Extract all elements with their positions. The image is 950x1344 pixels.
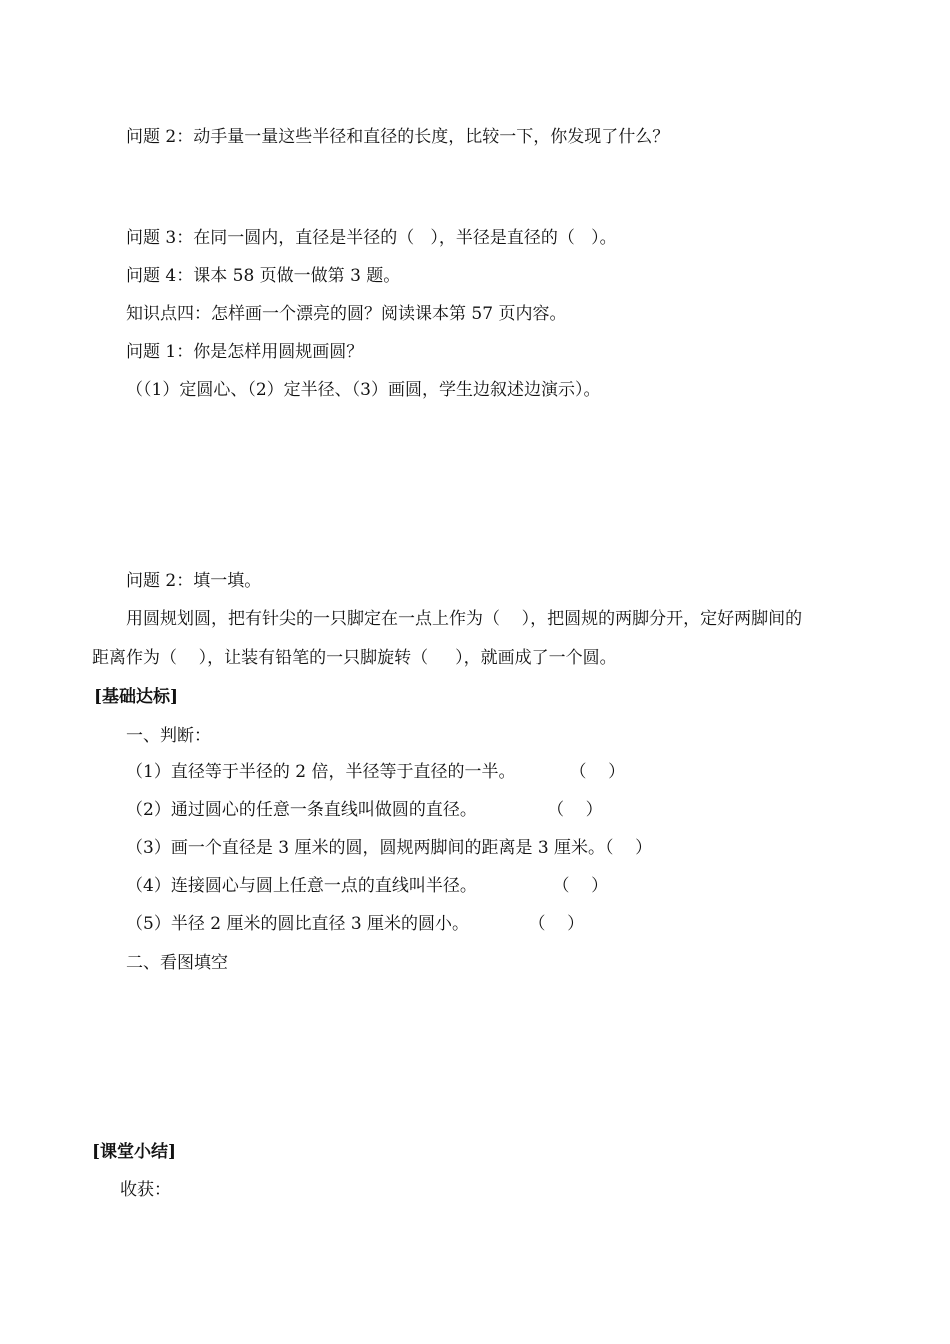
question-2-measure: 问题 2：动手量一量这些半径和直径的长度，比较一下，你发现了什么？: [126, 127, 670, 147]
knowledge-point-4: 知识点四：怎样画一个漂亮的圆？阅读课本第 57 页内容。: [126, 304, 567, 324]
question-2-fill: 问题 2：填一填。: [126, 571, 262, 591]
question-1-compass: 问题 1：你是怎样用圆规画圆？: [126, 342, 364, 362]
section-basic-heading: [基础达标]: [94, 687, 179, 707]
question-3: 问题 3：在同一圆内，直径是半径的（ ），半径是直径的（ ）。: [126, 228, 617, 248]
judge-item: （1）直径等于半径的 2 倍，半径等于直径的一半。 （ ）: [126, 762, 626, 782]
judge-title: 一、判断：: [126, 726, 211, 746]
fill-picture-title: 二、看图填空: [126, 953, 228, 973]
fill-paragraph-line-1: 用圆规划圆，把有针尖的一只脚定在一点上作为（ ），把圆规的两脚分开，定好两脚间的: [126, 609, 803, 629]
judge-item: （2）通过圆心的任意一条直线叫做圆的直径。 （ ）: [126, 800, 603, 820]
section-summary-heading: [课堂小结]: [92, 1142, 177, 1162]
compass-steps: （（1）定圆心、（2）定半径、（3）画圆，学生边叙述边演示）。: [126, 380, 601, 400]
fill-paragraph-line-2: 距离作为（ ），让装有铅笔的一只脚旋转（ ），就画成了一个圆。: [92, 648, 617, 668]
judge-item: （5）半径 2 厘米的圆比直径 3 厘米的圆小。 （ ）: [126, 914, 585, 934]
judge-item: （4）连接圆心与圆上任意一点的直线叫半径。 （ ）: [126, 876, 609, 896]
judge-item: （3）画一个直径是 3 厘米的圆，圆规两脚间的距离是 3 厘米。（ ）: [126, 838, 653, 858]
harvest-label: 收获：: [120, 1180, 171, 1200]
question-4: 问题 4：课本 58 页做一做第 3 题。: [126, 266, 401, 286]
